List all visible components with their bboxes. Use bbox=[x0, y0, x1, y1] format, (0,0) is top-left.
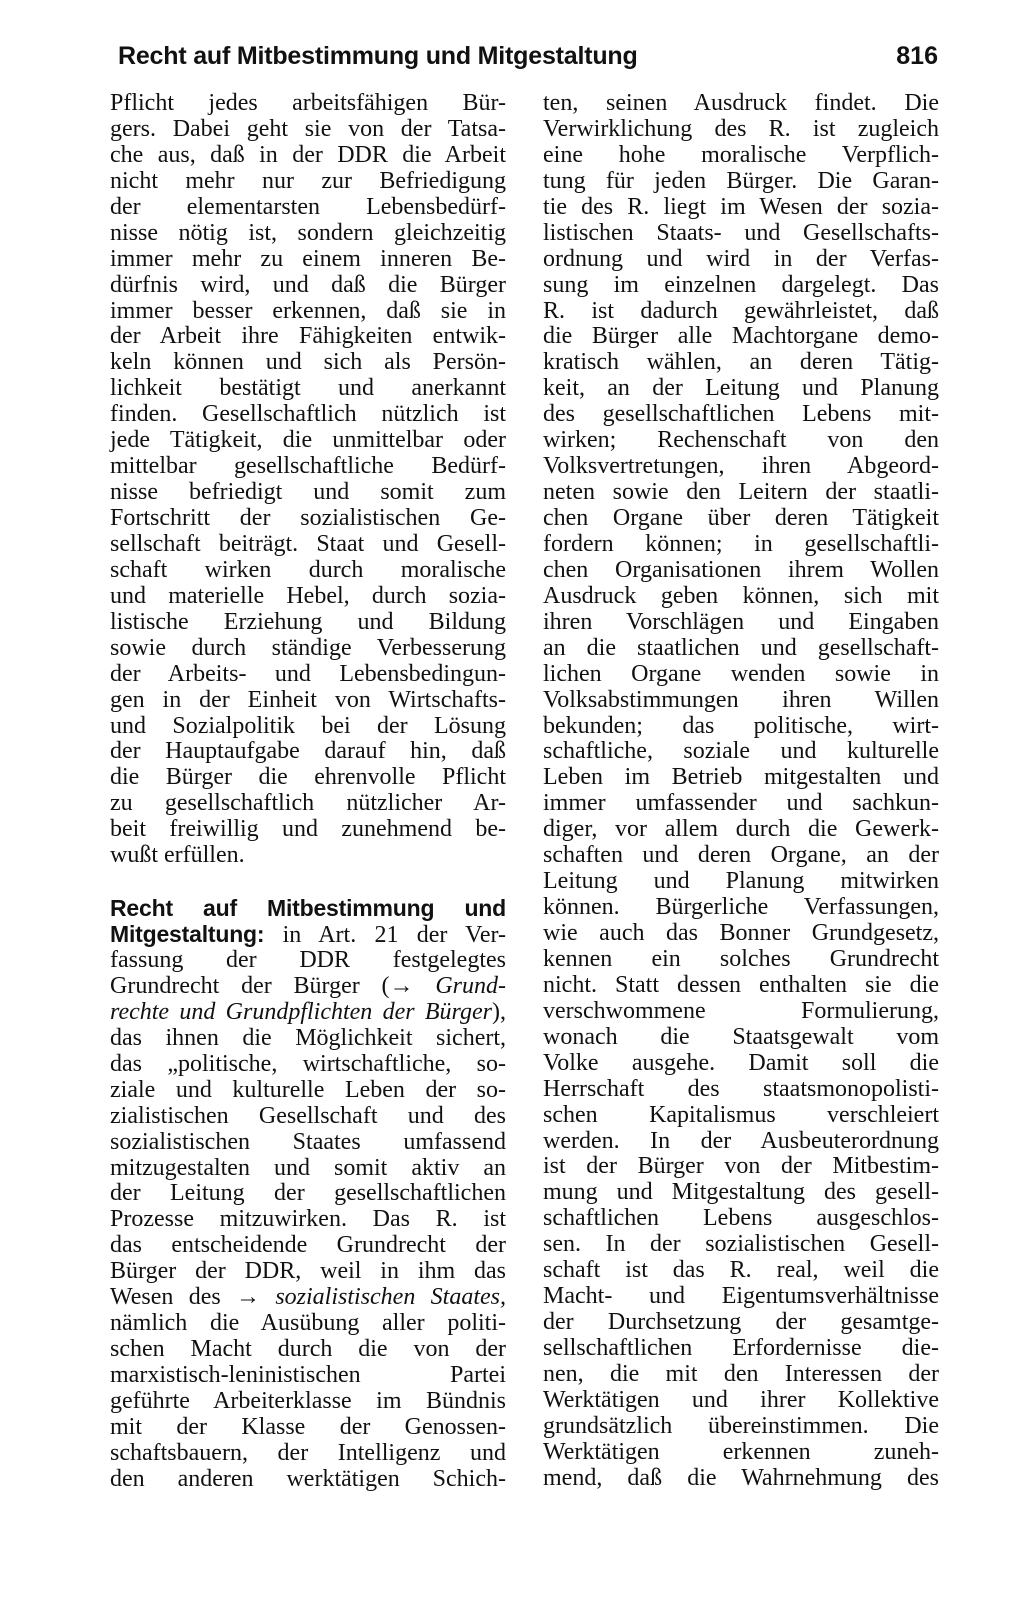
running-head bbox=[118, 38, 938, 78]
text-line: wirken; Rechenschaft von den bbox=[543, 427, 939, 454]
right-column bbox=[543, 91, 939, 1492]
text-line: lichkeit bestätigt und anerkannt bbox=[110, 375, 506, 402]
text-line: Volksabstimmungen ihren Willen bbox=[543, 686, 939, 713]
text-line: der Leitung der gesellschaftlichen bbox=[110, 1180, 506, 1207]
text-line: der Hauptaufgabe darauf hin, daß bbox=[110, 738, 506, 765]
text-line: der elementarsten Lebensbedürf- bbox=[110, 193, 506, 220]
entry-text: Wesen des → bbox=[110, 1284, 276, 1311]
text-line: werden. In der Ausbeuterordnung bbox=[543, 1127, 939, 1154]
text-line: Ausdruck geben können, sich mit bbox=[543, 582, 939, 609]
text-line: chen Organe über deren Tätigkeit bbox=[543, 505, 939, 531]
entry-body bbox=[110, 1311, 506, 1493]
entry-line bbox=[110, 1285, 506, 1311]
text-line: marxistisch-leninistischen Partei bbox=[110, 1362, 506, 1388]
text-line: Volke ausgehe. Damit soll die bbox=[543, 1049, 939, 1076]
entry-line bbox=[110, 974, 506, 1000]
page-number: 816 bbox=[896, 42, 938, 70]
cross-reference: Grund- bbox=[435, 972, 506, 999]
text-line: verschwommene Formulierung, bbox=[543, 997, 939, 1024]
text-line: immer mehr zu einem inneren Be- bbox=[110, 245, 506, 272]
text-line: chen Organisationen ihrem Wollen bbox=[543, 556, 939, 583]
text-line: R. ist dadurch gewährleistet, daß bbox=[543, 297, 939, 324]
text-line: Leben im Betrieb mitgestalten und bbox=[543, 764, 939, 791]
text-line: sung im einzelnen dargelegt. Das bbox=[543, 271, 939, 298]
cross-reference: rechte und Grundpflichten der Bürger bbox=[110, 998, 492, 1025]
text-line: die Bürger die ehrenvolle Pflicht bbox=[110, 764, 506, 791]
text-line: listischen Staats- und Gesellschafts- bbox=[543, 219, 939, 246]
text-line: ist der Bürger von der Mitbestim- bbox=[543, 1153, 939, 1180]
text-line: die Bürger alle Machtorgane demo- bbox=[543, 323, 939, 350]
text-line: sen. In der sozialistischen Gesell- bbox=[543, 1231, 939, 1258]
text-line: keit, an der Leitung und Planung bbox=[543, 375, 939, 402]
text-line: mung und Mitgestaltung des gesell- bbox=[543, 1179, 939, 1206]
text-line: Pflicht jedes arbeitsfähigen Bür- bbox=[110, 90, 506, 116]
text-line: können. Bürgerliche Verfassungen, bbox=[543, 894, 939, 921]
text-line: wie auch das Bonner Grundgesetz, bbox=[543, 920, 939, 946]
text-line: dürfnis wird, und daß die Bürger bbox=[110, 271, 506, 298]
text-line: grundsätzlich übereinstimmen. Die bbox=[543, 1412, 939, 1439]
text-line: Verwirklichung des R. ist zugleich bbox=[543, 115, 939, 142]
text-line: zialistischen Gesellschaft und des bbox=[110, 1102, 506, 1129]
text-line: nen, die mit den Interessen der bbox=[543, 1360, 939, 1387]
text-line: an die staatlichen und gesellschaft- bbox=[543, 634, 939, 661]
text-line: immer besser erkennen, daß sie in bbox=[110, 297, 506, 324]
text-line: Werktätigen und ihrer Kollektive bbox=[543, 1386, 939, 1413]
text-line: des gesellschaftlichen Lebens mit- bbox=[543, 401, 939, 428]
text-line: beit freiwillig und zunehmend be- bbox=[110, 816, 506, 843]
previous-entry-continuation bbox=[110, 91, 506, 869]
text-line: das „politische, wirtschaftliche, so- bbox=[110, 1050, 506, 1077]
text-line: keln können und sich als Persön- bbox=[110, 349, 506, 376]
dictionary-entry bbox=[110, 896, 506, 1493]
text-line: ihren Vorschlägen und Eingaben bbox=[543, 608, 939, 635]
entry-text: ), bbox=[492, 998, 506, 1025]
entry-gap bbox=[110, 869, 506, 896]
text-line: sowie durch ständige Verbesserung bbox=[110, 634, 506, 661]
text-line: nisse befriedigt und somit zum bbox=[110, 479, 506, 506]
text-line: nicht. Statt dessen enthalten sie die bbox=[543, 971, 939, 998]
left-column bbox=[110, 91, 506, 1493]
text-line: der Durchsetzung der gesamtge- bbox=[543, 1309, 939, 1336]
text-line: listische Erziehung und Bildung bbox=[110, 608, 506, 635]
text-line: Leitung und Planung mitwirken bbox=[543, 868, 939, 895]
text-line: nisse nötig ist, sondern gleichzeitig bbox=[110, 219, 506, 246]
text-line: mittelbar gesellschaftliche Bedürf- bbox=[110, 453, 506, 480]
text-line: neten sowie den Leitern der staatli- bbox=[543, 479, 939, 506]
running-head-title: Recht auf Mitbestimmung und Mitgestaltung bbox=[118, 42, 638, 70]
text-line: wonach die Staatsgewalt vom bbox=[543, 1023, 939, 1050]
text-line: Prozesse mitzuwirken. Das R. ist bbox=[110, 1206, 506, 1233]
text-line: ten, seinen Ausdruck findet. Die bbox=[543, 90, 939, 116]
entry-line bbox=[110, 922, 506, 948]
text-line: schaftsbauern, der Intelligenz und bbox=[110, 1439, 506, 1466]
text-line: lichen Organe wenden sowie in bbox=[543, 660, 939, 687]
text-line: ziale und kulturelle Leben der so- bbox=[110, 1076, 506, 1103]
text-line: zu gesellschaftlich nützlicher Ar- bbox=[110, 790, 506, 817]
entry-text: in Art. 21 der Ver- bbox=[264, 922, 506, 949]
cross-reference: sozialistischen Staates, bbox=[275, 1284, 506, 1311]
text-line: schaftlichen Lebens ausgeschlos- bbox=[543, 1205, 939, 1232]
text-line: kratisch wählen, an deren Tätig- bbox=[543, 349, 939, 376]
text-line: der Arbeit ihre Fähigkeiten entwik- bbox=[110, 323, 506, 350]
entry-heading-continued: Mitgestaltung: bbox=[110, 921, 265, 948]
entry-body bbox=[110, 1026, 506, 1285]
text-line: schen Macht durch die von der bbox=[110, 1336, 506, 1363]
text-line: fordern können; in gesellschaftli- bbox=[543, 530, 939, 557]
text-line: nicht mehr nur zur Befriedigung bbox=[110, 167, 506, 194]
text-line: schaftliche, soziale und kulturelle bbox=[543, 738, 939, 765]
text-line: tie des R. liegt im Wesen der sozia- bbox=[543, 193, 939, 220]
text-line: sozialistischen Staates umfassend bbox=[110, 1128, 506, 1155]
text-line: wußt erfüllen. bbox=[110, 842, 245, 869]
text-line: mitzugestalten und somit aktiv an bbox=[110, 1154, 506, 1181]
text-line: den anderen werktätigen Schich- bbox=[110, 1465, 506, 1492]
text-line: Fortschritt der sozialistischen Ge- bbox=[110, 505, 506, 531]
text-line: Volksvertretungen, ihren Abgeord- bbox=[543, 453, 939, 480]
text-line: und Sozialpolitik bei der Lösung bbox=[110, 712, 506, 739]
text-line: Herrschaft des staatsmonopolisti- bbox=[543, 1075, 939, 1102]
entry-heading: Recht auf Mitbestimmung und bbox=[110, 895, 506, 922]
text-line: nämlich die Ausübung aller politi- bbox=[110, 1310, 506, 1337]
text-line: das ihnen die Möglichkeit sichert, bbox=[110, 1024, 506, 1051]
text-line: gers. Dabei geht sie von der Tatsa- bbox=[110, 115, 506, 142]
text-line: das entscheidende Grundrecht der bbox=[110, 1232, 506, 1259]
text-line: jede Tätigkeit, die unmittelbar oder bbox=[110, 427, 506, 454]
text-line: sellschaftlichen Erfordernisse die- bbox=[543, 1335, 939, 1361]
text-line: kennen ein solches Grundrecht bbox=[543, 945, 939, 972]
text-line: schaften und deren Organe, an der bbox=[543, 842, 939, 869]
text-line: finden. Gesellschaftlich nützlich ist bbox=[110, 401, 506, 428]
text-line: Macht- und Eigentumsverhältnisse bbox=[543, 1283, 939, 1310]
text-line: immer umfassender und sachkun- bbox=[543, 790, 939, 817]
text-line: Bürger der DDR, weil in ihm das bbox=[110, 1258, 506, 1285]
text-line: eine hohe moralische Verpflich- bbox=[543, 141, 939, 168]
text-line: che aus, daß in der DDR die Arbeit bbox=[110, 141, 506, 168]
text-line: tung für jeden Bürger. Die Garan- bbox=[543, 167, 939, 194]
entry-text: Grundrecht der Bürger (→ bbox=[110, 972, 436, 999]
entry-line bbox=[110, 1000, 506, 1026]
text-line: und materielle Hebel, durch sozia- bbox=[110, 582, 506, 609]
text-line: geführte Arbeiterklasse im Bündnis bbox=[110, 1387, 506, 1414]
text-line: mit der Klasse der Genossen- bbox=[110, 1413, 506, 1440]
entry-line: fassung der DDR festgelegtes bbox=[110, 947, 506, 973]
text-line: schaft ist das R. real, weil die bbox=[543, 1257, 939, 1284]
text-line: ordnung und wird in der Verfas- bbox=[543, 245, 939, 272]
text-line: gen in der Einheit von Wirtschafts- bbox=[110, 686, 506, 713]
text-line: bekunden; das politische, wirt- bbox=[543, 712, 939, 739]
text-line: mend, daß die Wahrnehmung des bbox=[543, 1464, 939, 1491]
text-line: schen Kapitalismus verschleiert bbox=[543, 1101, 939, 1128]
text-line: schaft wirken durch moralische bbox=[110, 556, 506, 583]
text-line: Werktätigen erkennen zuneh- bbox=[543, 1438, 939, 1465]
text-line: der Arbeits- und Lebensbedingun- bbox=[110, 660, 506, 687]
text-line: sellschaft beiträgt. Staat und Gesell- bbox=[110, 530, 506, 557]
text-line: diger, vor allem durch die Gewerk- bbox=[543, 816, 939, 843]
